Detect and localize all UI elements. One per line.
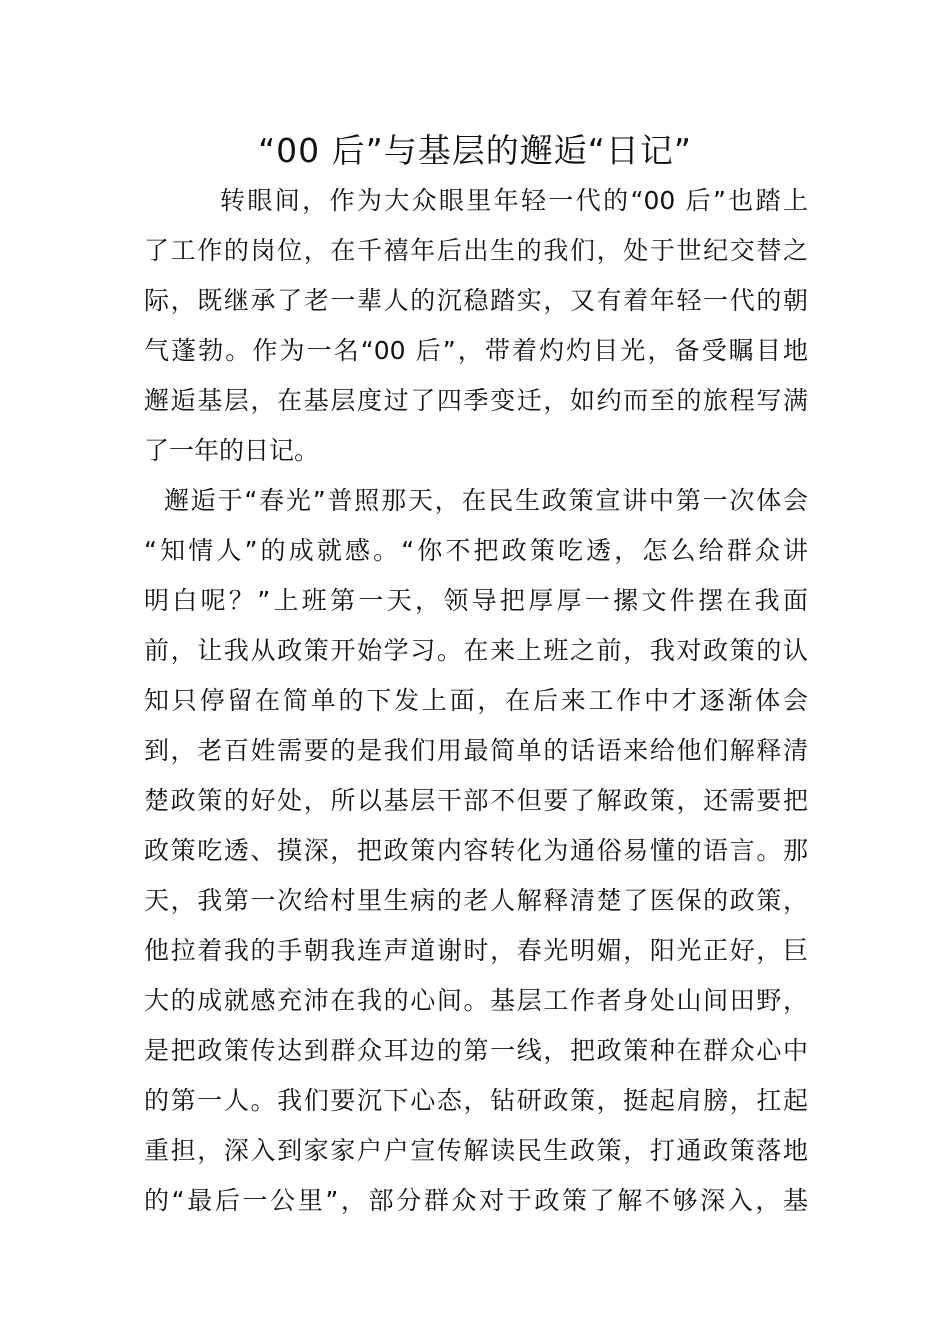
paragraph-line: 前，让我从政策开始学习。在来上班之前，我对政策的认: [144, 636, 808, 665]
paragraph-line: 邂逅于“春光”普照那天，在民生政策宣讲中第一次体会: [164, 486, 808, 515]
paragraph-line: 转眼间，作为大众眼里年轻一代的“00 后”也踏上: [220, 186, 808, 215]
paragraph-1: [144, 176, 808, 476]
paragraph-line: 他拉着我的手朝我连声道谢时，春光明媚，阳光正好，巨: [144, 936, 808, 965]
paragraph-line: 明白呢？”上班第一天，领导把厚厚一摞文件摆在我面: [144, 586, 808, 615]
paragraph-line: 了工作的岗位，在千禧年后出生的我们，处于世纪交替之: [144, 236, 808, 265]
paragraph-line: 政策吃透、摸深，把政策内容转化为通俗易懂的语言。那: [144, 836, 808, 865]
paragraph-line: 是把政策传达到群众耳边的第一线，把政策种在群众心中: [144, 1036, 808, 1065]
paragraph-line: 了一年的日记。: [144, 436, 320, 465]
paragraph-line: 邂逅基层，在基层度过了四季变迁，如约而至的旅程写满: [144, 386, 808, 415]
paragraph-line: 楚政策的好处，所以基层干部不但要了解政策，还需要把: [144, 786, 808, 815]
paragraph-line: 气蓬勃。作为一名“00 后”，带着灼灼目光，备受瞩目地: [144, 336, 808, 365]
document-body: [144, 176, 808, 1226]
document-title: “00 后”与基层的邂逅“日记”: [258, 131, 692, 170]
paragraph-2: [144, 476, 808, 1226]
paragraph-line: 的第一人。我们要沉下心态，钻研政策，挺起肩膀，扛起: [144, 1086, 808, 1115]
paragraph-line: 重担，深入到家家户户宣传解读民生政策，打通政策落地: [144, 1136, 808, 1165]
paragraph-line: 知只停留在简单的下发上面，在后来工作中才逐渐体会: [144, 686, 808, 715]
paragraph-line: “知情人”的成就感。“你不把政策吃透，怎么给群众讲: [144, 536, 808, 565]
paragraph-line: 到，老百姓需要的是我们用最简单的话语来给他们解释清: [144, 736, 808, 765]
paragraph-line: 天，我第一次给村里生病的老人解释清楚了医保的政策，: [144, 886, 808, 915]
paragraph-line: 际，既继承了老一辈人的沉稳踏实，又有着年轻一代的朝: [144, 286, 808, 315]
paragraph-line: 大的成就感充沛在我的心间。基层工作者身处山间田野，: [144, 986, 808, 1015]
paragraph-line: 的“最后一公里”，部分群众对于政策了解不够深入，基: [144, 1186, 808, 1215]
